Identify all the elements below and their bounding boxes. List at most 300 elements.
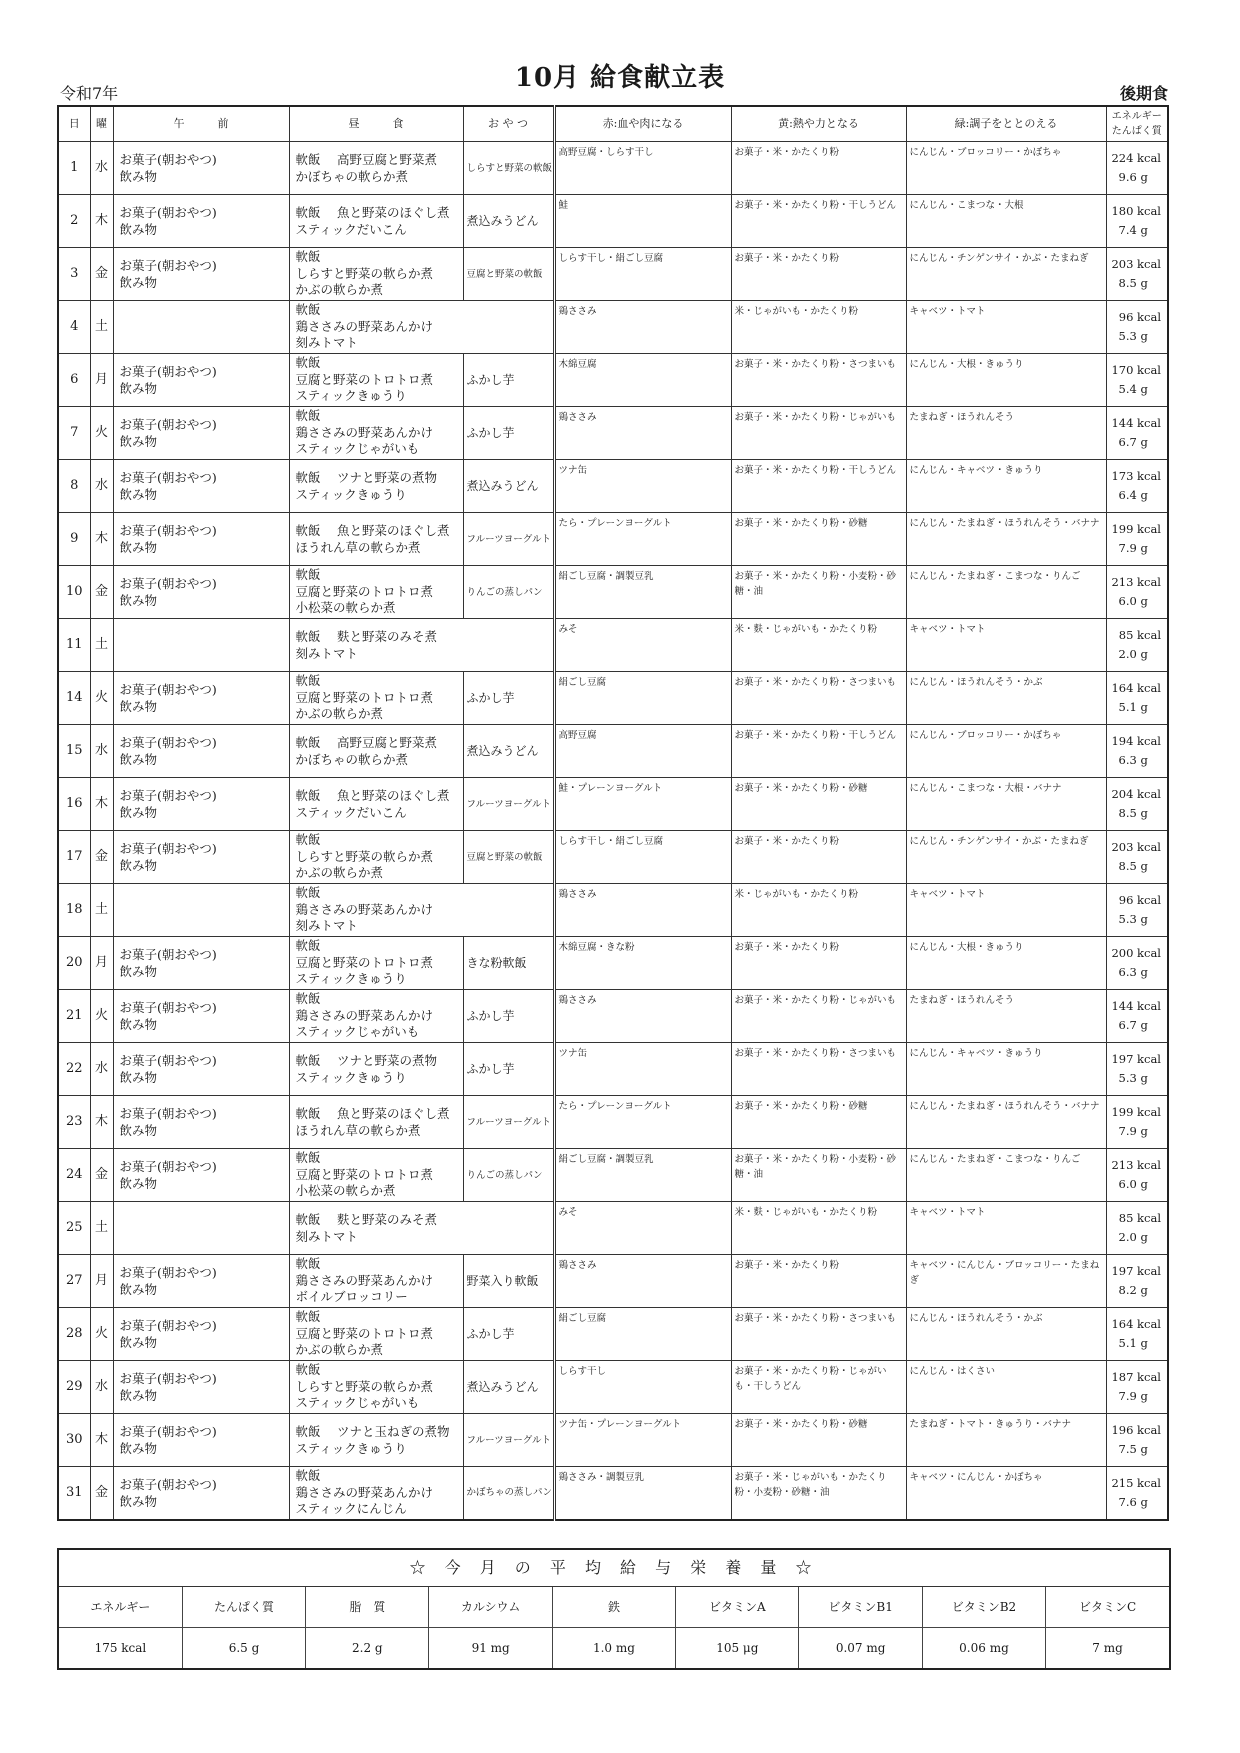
- nutrition-cell: [1106, 937, 1168, 990]
- table-row: [58, 1414, 1168, 1467]
- header-snack: お や つ: [463, 106, 554, 142]
- morning-item: お菓子(朝おやつ): [119, 1371, 217, 1386]
- lunch-item: 小松菜の軟らか煮: [295, 600, 396, 616]
- morning-item: 飲み物: [119, 858, 158, 873]
- snack-cell: きな粉軟飯: [463, 937, 554, 990]
- energy-value: 197 kcal: [1111, 1052, 1161, 1066]
- morning-item: 飲み物: [119, 487, 158, 502]
- yellow-group-cell: お菓子・米・かたくり粉・砂糖: [731, 513, 906, 566]
- day-cell: 31: [58, 1467, 90, 1520]
- nutrition-cell: [1106, 407, 1168, 460]
- lunch-item: 軟飯: [295, 991, 321, 1007]
- nutrition-cell: [1106, 619, 1168, 672]
- morning-item: 飲み物: [119, 1123, 158, 1138]
- snack-cell: ふかし芋: [463, 672, 554, 725]
- red-group-cell: ツナ缶: [554, 1043, 731, 1096]
- morning-item: お菓子(朝おやつ): [119, 258, 217, 273]
- day-cell: 20: [58, 937, 90, 990]
- nutrition-cell: [1106, 1255, 1168, 1308]
- morning-item: 飲み物: [119, 1017, 158, 1032]
- lunch-item: 鶏ささみの野菜あんかけ: [295, 424, 434, 440]
- snack-cell: 煮込みうどん: [463, 725, 554, 778]
- day-cell: 3: [58, 248, 90, 301]
- red-group-cell: しらす干し: [554, 1361, 731, 1414]
- morning-item: 飲み物: [119, 593, 158, 608]
- weekday-cell: 火: [90, 1308, 113, 1361]
- table-row: [58, 672, 1168, 725]
- green-group-cell: にんじん・たまねぎ・ほうれんそう・バナナ: [906, 513, 1106, 566]
- weekday-cell: 金: [90, 248, 113, 301]
- table-row: [58, 990, 1168, 1043]
- day-cell: 28: [58, 1308, 90, 1361]
- lunch-item: 豆腐と野菜のトロトロ煮: [295, 1166, 434, 1182]
- red-group-cell: 鶏ささみ・調製豆乳: [554, 1467, 731, 1520]
- yellow-group-cell: お菓子・米・かたくり粉・さつまいも: [731, 1043, 906, 1096]
- summary-value: 1.0 mg: [552, 1628, 675, 1669]
- protein-value: 8.2 g: [1118, 1283, 1148, 1297]
- morning-cell: [113, 619, 289, 672]
- energy-value: 85 kcal: [1118, 628, 1161, 642]
- day-cell: 17: [58, 831, 90, 884]
- day-cell: 2: [58, 195, 90, 248]
- lunch-item: スティックきゅうり: [295, 1441, 407, 1456]
- weekday-cell: 土: [90, 619, 113, 672]
- red-group-cell: ツナ缶・プレーンヨーグルト: [554, 1414, 731, 1467]
- morning-item: お菓子(朝おやつ): [119, 523, 217, 538]
- protein-value: 7.6 g: [1118, 1494, 1148, 1509]
- yellow-group-cell: お菓子・米・かたくり粉・干しうどん: [731, 460, 906, 513]
- day-cell: 14: [58, 672, 90, 725]
- morning-item: お菓子(朝おやつ): [119, 947, 217, 962]
- snack-cell: 煮込みうどん: [463, 1361, 554, 1414]
- morning-item: お菓子(朝おやつ): [119, 1053, 217, 1068]
- energy-value: 199 kcal: [1111, 1105, 1161, 1119]
- green-group-cell: にんじん・ブロッコリー・かぼちゃ: [906, 142, 1106, 195]
- lunch-cell: [289, 778, 463, 831]
- morning-item: 飲み物: [119, 1335, 158, 1350]
- header-green-group: 緑:調子をととのえる: [906, 106, 1106, 142]
- table-row: [58, 1096, 1168, 1149]
- lunch-item: ほうれん草の軟らか煮: [295, 540, 421, 555]
- day-cell: 11: [58, 619, 90, 672]
- snack-cell: 野菜入り軟飯: [463, 1255, 554, 1308]
- table-row: [58, 884, 1168, 937]
- morning-cell: [113, 248, 289, 301]
- lunch-item: 軟飯: [295, 355, 321, 371]
- morning-item: お菓子(朝おやつ): [119, 576, 217, 591]
- snack-cell: 煮込みうどん: [463, 460, 554, 513]
- lunch-item: 軟飯 ツナと野菜の煮物: [295, 470, 437, 485]
- summary-value: 0.06 mg: [922, 1628, 1045, 1669]
- yellow-group-cell: お菓子・米・かたくり粉・干しうどん: [731, 195, 906, 248]
- red-group-cell: 鶏ささみ: [554, 301, 731, 354]
- protein-value: 8.5 g: [1118, 859, 1148, 873]
- table-row: [58, 513, 1168, 566]
- lunch-item: 軟飯: [295, 1150, 321, 1166]
- lunch-item: 刻みトマト: [295, 335, 359, 351]
- lunch-item: スティックだいこん: [295, 805, 407, 820]
- header-energy: エネルギー: [1111, 111, 1162, 122]
- table-row: [58, 778, 1168, 831]
- yellow-group-cell: お菓子・米・かたくり粉・砂糖: [731, 778, 906, 831]
- lunch-item: 鶏ささみの野菜あんかけ: [295, 1007, 434, 1023]
- lunch-item: 軟飯: [295, 249, 321, 265]
- table-row: [58, 1149, 1168, 1202]
- morning-cell: [113, 1414, 289, 1467]
- red-group-cell: 鮭・プレーンヨーグルト: [554, 778, 731, 831]
- morning-item: お菓子(朝おやつ): [119, 364, 217, 379]
- protein-value: 7.4 g: [1118, 223, 1148, 237]
- lunch-item: しらすと野菜の軟らか煮: [295, 848, 434, 864]
- lunch-item: 豆腐と野菜のトロトロ煮: [295, 689, 434, 705]
- lunch-cell: [289, 195, 463, 248]
- weekday-cell: 木: [90, 513, 113, 566]
- green-group-cell: にんじん・こまつな・大根: [906, 195, 1106, 248]
- lunch-item: 豆腐と野菜のトロトロ煮: [295, 1325, 434, 1341]
- lunch-item: 軟飯 ツナと野菜の煮物: [295, 1053, 437, 1068]
- morning-item: 飲み物: [119, 1176, 158, 1191]
- lunch-item: 刻みトマト: [295, 646, 359, 661]
- table-header-row: [58, 106, 1168, 142]
- nutrition-cell: [1106, 195, 1168, 248]
- morning-item: 飲み物: [119, 752, 158, 767]
- lunch-item: 鶏ささみの野菜あんかけ: [295, 901, 434, 917]
- lunch-cell: [289, 248, 463, 301]
- weekday-cell: 水: [90, 142, 113, 195]
- energy-value: 164 kcal: [1111, 1317, 1161, 1331]
- lunch-cell: [289, 1043, 463, 1096]
- table-row: [58, 1308, 1168, 1361]
- lunch-item: 鶏ささみの野菜あんかけ: [295, 1484, 434, 1500]
- lunch-item: 豆腐と野菜のトロトロ煮: [295, 583, 434, 599]
- lunch-cell: [289, 990, 463, 1043]
- lunch-cell: [289, 566, 463, 619]
- energy-value: 203 kcal: [1111, 257, 1161, 271]
- yellow-group-cell: お菓子・米・かたくり粉・さつまいも: [731, 672, 906, 725]
- energy-value: 194 kcal: [1111, 734, 1161, 748]
- lunch-item: スティックきゅうり: [295, 388, 407, 404]
- day-cell: 4: [58, 301, 90, 354]
- red-group-cell: 木綿豆腐・きな粉: [554, 937, 731, 990]
- table-row: [58, 937, 1168, 990]
- protein-value: 7.9 g: [1118, 1124, 1148, 1138]
- red-group-cell: しらす干し・絹ごし豆腐: [554, 248, 731, 301]
- red-group-cell: 鶏ささみ: [554, 990, 731, 1043]
- summary-label: エネルギー: [59, 1587, 182, 1628]
- protein-value: 6.7 g: [1118, 435, 1148, 449]
- page-title: 10月 給食献立表: [514, 63, 726, 93]
- summary-label: 鉄: [552, 1587, 675, 1628]
- lunch-cell: [289, 1255, 463, 1308]
- morning-item: お菓子(朝おやつ): [119, 470, 217, 485]
- protein-value: 5.1 g: [1118, 1336, 1148, 1350]
- energy-value: 224 kcal: [1111, 151, 1161, 165]
- red-group-cell: たら・プレーンヨーグルト: [554, 513, 731, 566]
- lunch-item: スティックだいこん: [295, 222, 407, 237]
- green-group-cell: にんじん・チンゲンサイ・かぶ・たまねぎ: [906, 248, 1106, 301]
- morning-item: 飲み物: [119, 1493, 158, 1509]
- morning-cell: [113, 407, 289, 460]
- lunch-cell: [289, 1149, 463, 1202]
- energy-value: 215 kcal: [1111, 1475, 1161, 1490]
- morning-item: お菓子(朝おやつ): [119, 1265, 217, 1280]
- snack-cell: ふかし芋: [463, 354, 554, 407]
- morning-cell: [113, 1043, 289, 1096]
- yellow-group-cell: お菓子・米・かたくり粉・砂糖: [731, 1414, 906, 1467]
- yellow-group-cell: お菓子・米・かたくり粉: [731, 937, 906, 990]
- snack-cell: 豆腐と野菜の軟飯: [463, 831, 554, 884]
- protein-value: 5.3 g: [1118, 1071, 1148, 1085]
- energy-value: 213 kcal: [1111, 1158, 1161, 1172]
- table-row: [58, 725, 1168, 778]
- lunch-cell: [289, 672, 463, 725]
- green-group-cell: にんじん・ほうれんそう・かぶ: [906, 672, 1106, 725]
- table-row: [58, 301, 1168, 354]
- green-group-cell: にんじん・チンゲンサイ・かぶ・たまねぎ: [906, 831, 1106, 884]
- yellow-group-cell: お菓子・米・かたくり粉・さつまいも: [731, 1308, 906, 1361]
- table-row: [58, 1043, 1168, 1096]
- nutrition-cell: [1106, 990, 1168, 1043]
- red-group-cell: 鶏ささみ: [554, 884, 731, 937]
- lunch-item: 軟飯: [295, 567, 321, 583]
- protein-value: 8.5 g: [1118, 806, 1148, 820]
- lunch-item: 豆腐と野菜のトロトロ煮: [295, 371, 434, 387]
- snack-cell: フルーツヨーグルト: [463, 513, 554, 566]
- header-yellow-group: 黄:熱や力となる: [731, 106, 906, 142]
- day-cell: 22: [58, 1043, 90, 1096]
- morning-cell: [113, 1255, 289, 1308]
- protein-value: 5.3 g: [1118, 329, 1148, 343]
- green-group-cell: たまねぎ・ほうれんそう: [906, 990, 1106, 1043]
- snack-cell: フルーツヨーグルト: [463, 1096, 554, 1149]
- green-group-cell: にんじん・たまねぎ・こまつな・りんご: [906, 566, 1106, 619]
- lunch-item: 軟飯: [295, 832, 321, 848]
- lunch-item: 軟飯 魚と野菜のほぐし煮: [295, 523, 450, 538]
- morning-item: お菓子(朝おやつ): [119, 152, 217, 167]
- nutrition-cell: [1106, 301, 1168, 354]
- red-group-cell: たら・プレーンヨーグルト: [554, 1096, 731, 1149]
- weekday-cell: 土: [90, 884, 113, 937]
- snack-cell: りんごの蒸しパン: [463, 566, 554, 619]
- lunch-item: 軟飯 麩と野菜のみそ煮: [295, 1212, 437, 1227]
- lunch-item: スティックじゃがいも: [295, 1395, 420, 1411]
- yellow-group-cell: 米・麩・じゃがいも・かたくり粉: [731, 619, 906, 672]
- green-group-cell: にんじん・大根・きゅうり: [906, 354, 1106, 407]
- yellow-group-cell: お菓子・米・かたくり粉: [731, 1255, 906, 1308]
- protein-value: 8.5 g: [1118, 276, 1148, 290]
- day-cell: 1: [58, 142, 90, 195]
- yellow-group-cell: お菓子・米・かたくり粉・砂糖: [731, 1096, 906, 1149]
- menu-body: [58, 142, 1168, 1520]
- header-day: 日: [58, 106, 90, 142]
- weekday-cell: 水: [90, 1043, 113, 1096]
- nutrition-cell: [1106, 672, 1168, 725]
- yellow-group-cell: お菓子・米・かたくり粉: [731, 142, 906, 195]
- lunch-cell: [289, 407, 463, 460]
- weekday-cell: 水: [90, 725, 113, 778]
- summary-value: 7 mg: [1092, 1641, 1123, 1655]
- energy-value: 144 kcal: [1111, 416, 1161, 430]
- protein-value: 6.0 g: [1118, 1177, 1148, 1191]
- header-nutrition: [1106, 106, 1168, 142]
- energy-value: 200 kcal: [1111, 946, 1161, 960]
- lunch-item: 軟飯 魚と野菜のほぐし煮: [295, 1106, 450, 1121]
- snack-cell: ふかし芋: [463, 1043, 554, 1096]
- green-group-cell: たまねぎ・トマト・きゅうり・バナナ: [906, 1414, 1106, 1467]
- protein-value: 5.1 g: [1118, 700, 1148, 714]
- nutrition-cell: [1106, 460, 1168, 513]
- protein-value: 6.0 g: [1118, 594, 1148, 608]
- weekday-cell: 月: [90, 1255, 113, 1308]
- summary-value: 91 mg: [429, 1628, 552, 1669]
- lunch-item: かぼちゃの軟らか煮: [295, 169, 409, 184]
- lunch-item: 軟飯: [295, 1468, 321, 1483]
- green-group-cell: キャベツ・トマト: [906, 1202, 1106, 1255]
- energy-value: 196 kcal: [1111, 1423, 1161, 1437]
- morning-cell: [113, 1308, 289, 1361]
- nutrition-cell: [1106, 1096, 1168, 1149]
- snack-cell: りんごの蒸しパン: [463, 1149, 554, 1202]
- protein-value: 2.0 g: [1118, 647, 1148, 661]
- morning-cell: [113, 354, 289, 407]
- summary-label: ビタミンC: [1046, 1587, 1169, 1628]
- table-row: [58, 142, 1168, 195]
- morning-item: お菓子(朝おやつ): [119, 1000, 217, 1015]
- morning-item: お菓子(朝おやつ): [119, 788, 217, 803]
- day-cell: 8: [58, 460, 90, 513]
- green-group-cell: キャベツ・トマト: [906, 301, 1106, 354]
- green-group-cell: にんじん・ブロッコリー・かぼちゃ: [906, 725, 1106, 778]
- morning-item: お菓子(朝おやつ): [119, 205, 217, 220]
- green-group-cell: にんじん・はくさい: [906, 1361, 1106, 1414]
- morning-item: お菓子(朝おやつ): [119, 682, 217, 697]
- morning-item: お菓子(朝おやつ): [119, 1159, 217, 1174]
- green-group-cell: にんじん・ほうれんそう・かぶ: [906, 1308, 1106, 1361]
- weekday-cell: 木: [90, 778, 113, 831]
- lunch-cell: [289, 1096, 463, 1149]
- weekday-cell: 月: [90, 354, 113, 407]
- summary-label: 脂 質: [306, 1587, 429, 1628]
- weekday-cell: 金: [90, 1149, 113, 1202]
- lunch-item: 刻みトマト: [295, 1229, 359, 1244]
- snack-cell: かぼちゃの蒸しパン: [463, 1467, 554, 1520]
- morning-item: 飲み物: [119, 1441, 158, 1456]
- lunch-item: 軟飯: [295, 1362, 321, 1378]
- day-cell: 10: [58, 566, 90, 619]
- summary-label: ビタミンB1: [799, 1587, 922, 1628]
- red-group-cell: みそ: [554, 1202, 731, 1255]
- day-cell: 25: [58, 1202, 90, 1255]
- nutrition-cell: [1106, 831, 1168, 884]
- morning-cell: [113, 672, 289, 725]
- nutrition-cell: [1106, 1202, 1168, 1255]
- red-group-cell: ツナ缶: [554, 460, 731, 513]
- lunch-item: スティックきゅうり: [295, 1070, 407, 1085]
- lunch-item: 軟飯 高野豆腐と野菜煮: [295, 735, 437, 750]
- protein-value: 7.9 g: [1118, 1389, 1148, 1403]
- lunch-item: 鶏ささみの野菜あんかけ: [295, 318, 434, 334]
- lunch-item: 軟飯: [295, 1309, 321, 1325]
- snack-cell: 煮込みうどん: [463, 195, 554, 248]
- morning-cell: [113, 1096, 289, 1149]
- yellow-group-cell: お菓子・米・かたくり粉・小麦粉・砂糖・油: [731, 566, 906, 619]
- nutrition-cell: [1106, 725, 1168, 778]
- summary-value: 0.07 mg: [799, 1628, 922, 1669]
- yellow-group-cell: お菓子・米・かたくり粉・さつまいも: [731, 354, 906, 407]
- morning-cell: [113, 990, 289, 1043]
- summary-value: 2.2 g: [306, 1628, 429, 1669]
- morning-item: 飲み物: [119, 964, 158, 979]
- day-cell: 16: [58, 778, 90, 831]
- red-group-cell: 鮭: [554, 195, 731, 248]
- morning-cell: [113, 937, 289, 990]
- lunch-item: スティックきゅうり: [295, 487, 407, 502]
- day-cell: 7: [58, 407, 90, 460]
- energy-value: 197 kcal: [1111, 1264, 1161, 1278]
- morning-item: お菓子(朝おやつ): [119, 841, 217, 856]
- yellow-group-cell: 米・じゃがいも・かたくり粉: [731, 301, 906, 354]
- protein-value: 6.3 g: [1118, 753, 1148, 767]
- weekday-cell: 火: [90, 672, 113, 725]
- day-cell: 6: [58, 354, 90, 407]
- nutrition-cell: [1106, 354, 1168, 407]
- lunch-item: スティックきゅうり: [295, 971, 407, 987]
- lunch-item: 軟飯 魚と野菜のほぐし煮: [295, 205, 450, 220]
- day-cell: 21: [58, 990, 90, 1043]
- lunch-item: 軟飯: [295, 408, 321, 424]
- lunch-item: 鶏ささみの野菜あんかけ: [295, 1272, 434, 1288]
- yellow-group-cell: お菓子・米・かたくり粉: [731, 831, 906, 884]
- nutrition-cell: [1106, 1149, 1168, 1202]
- lunch-cell: [289, 1202, 554, 1255]
- energy-value: 204 kcal: [1111, 787, 1161, 801]
- protein-value: 6.3 g: [1118, 965, 1148, 979]
- yellow-group-cell: お菓子・米・かたくり粉: [731, 248, 906, 301]
- lunch-item: スティックじゃがいも: [295, 441, 420, 457]
- nutrition-cell: [1106, 778, 1168, 831]
- table-row: [58, 1361, 1168, 1414]
- morning-cell: [113, 195, 289, 248]
- energy-value: 180 kcal: [1111, 204, 1161, 218]
- morning-cell: [113, 1361, 289, 1414]
- energy-value: 96 kcal: [1118, 310, 1161, 324]
- morning-cell: [113, 1202, 289, 1255]
- morning-item: 飲み物: [119, 1070, 158, 1085]
- red-group-cell: 絹ごし豆腐・調製豆乳: [554, 1149, 731, 1202]
- green-group-cell: キャベツ・にんじん・ブロッコリー・たまねぎ: [906, 1255, 1106, 1308]
- red-group-cell: 絹ごし豆腐・調製豆乳: [554, 566, 731, 619]
- snack-cell: しらすと野菜の軟飯: [463, 142, 554, 195]
- lunch-item: かぼちゃの軟らか煮: [295, 752, 409, 767]
- day-cell: 15: [58, 725, 90, 778]
- era-year: 令和7年: [60, 84, 119, 103]
- yellow-group-cell: お菓子・米・かたくり粉・小麦粉・砂糖・油: [731, 1149, 906, 1202]
- lunch-item: 軟飯 高野豆腐と野菜煮: [295, 152, 437, 167]
- nutrition-cell: [1106, 884, 1168, 937]
- morning-item: お菓子(朝おやつ): [119, 1318, 217, 1333]
- green-group-cell: にんじん・たまねぎ・こまつな・りんご: [906, 1149, 1106, 1202]
- lunch-item: 軟飯: [295, 673, 321, 689]
- morning-item: 飲み物: [119, 222, 158, 237]
- lunch-item: 軟飯: [295, 1256, 321, 1272]
- weekday-cell: 木: [90, 1414, 113, 1467]
- header-am: 午 前: [113, 106, 289, 142]
- protein-value: 9.6 g: [1118, 170, 1148, 184]
- red-group-cell: 鶏ささみ: [554, 407, 731, 460]
- day-cell: 29: [58, 1361, 90, 1414]
- yellow-group-cell: 米・麩・じゃがいも・かたくり粉: [731, 1202, 906, 1255]
- weekday-cell: 土: [90, 1202, 113, 1255]
